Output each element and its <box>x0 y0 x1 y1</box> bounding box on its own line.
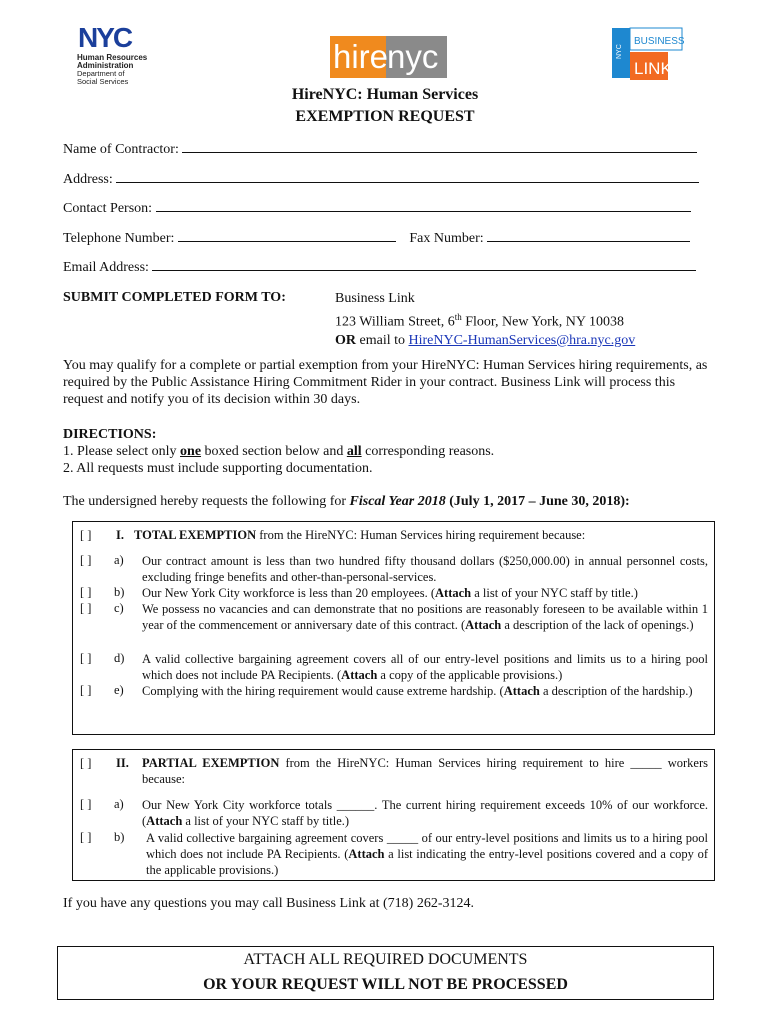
nyc-text: nyc <box>387 38 439 75</box>
s2-b-letter: b) <box>114 830 125 844</box>
contractor-field[interactable] <box>182 140 697 153</box>
s1-c-letter: c) <box>114 601 124 615</box>
nyc-logo: NYC <box>78 22 132 53</box>
hra-line-3: Department of <box>77 69 125 78</box>
s1-e-letter: e) <box>114 683 124 697</box>
address-row <box>63 170 699 188</box>
telephone-row <box>63 229 690 247</box>
title-line-2: EXEMPTION REQUEST <box>295 108 475 125</box>
contractor-row <box>63 140 697 158</box>
s1-d-letter: d) <box>114 651 125 665</box>
s1-a-checkbox[interactable]: [ ] <box>80 553 92 567</box>
s1-c-text: We possess no vacancies and can demonstrate that no positions are reasonably foreseen to be available within 1 year of the commencement or anniversary date of this contract. (Attach a description of the lack of openings.) <box>142 602 708 632</box>
submit-line-1: Business Link <box>335 291 415 306</box>
s1-d-checkbox[interactable]: [ ] <box>80 651 92 665</box>
questions-line: If you have any questions you may call Business Link at (718) 262-3124. <box>63 896 474 911</box>
section2-number: II. <box>116 756 129 770</box>
hirenyc-logo <box>330 34 447 80</box>
telephone-label: Telephone Number: <box>63 231 175 246</box>
s1-a-text: Our contract amount is less than two hundred fifty thousand dollars ($250,000.00) in annual personnel costs, excluding fringe benefits and other-than-personal-services. <box>142 554 708 584</box>
directions-heading: DIRECTIONS: <box>63 427 157 442</box>
hire-text: hire <box>333 38 389 75</box>
contact-label: Contact Person: <box>63 201 153 216</box>
fax-label: Fax Number: <box>409 231 484 246</box>
hra-logo-text <box>77 54 147 86</box>
s2-b-text: A valid collective bargaining agreement covers _____ of our entry-level positions and limits us to a hiring pool which does not include PA Recipients. (Attach a list indicating the entry-level positions covered and a copy of the applicable provisions.) <box>146 831 708 877</box>
email-label: Email Address: <box>63 260 149 275</box>
submit-label: SUBMIT COMPLETED FORM TO: <box>63 290 286 305</box>
s1-c-checkbox[interactable]: [ ] <box>80 601 92 615</box>
s1-e-text: Complying with the hiring requirement would cause extreme hardship. (Attach a description of the hardship.) <box>142 684 693 698</box>
final-notice-box <box>57 946 714 1000</box>
email-link[interactable]: HireNYC-HumanServices@hra.nyc.gov <box>408 332 636 348</box>
s2-b-checkbox[interactable]: [ ] <box>80 830 92 844</box>
contractor-label: Name of Contractor: <box>63 142 179 157</box>
section2-heading: PARTIAL EXEMPTION from the HireNYC: Human Services hiring requirement to hire _____ workers because: <box>142 756 708 786</box>
section1-checkbox[interactable]: [ ] <box>80 528 92 542</box>
hra-line-4: Social Services <box>77 77 129 86</box>
contact-row <box>63 199 691 217</box>
direction-1: 1. Please select only one boxed section below and all corresponding reasons. <box>63 444 495 459</box>
contact-field[interactable] <box>156 199 691 212</box>
business-link-logo <box>612 24 684 86</box>
s1-b-text: Our New York City workforce is less than 20 employees. (Attach a list of your NYC staff by title.) <box>142 586 638 600</box>
bl-small-text: NYC <box>616 44 623 59</box>
directions <box>63 426 713 477</box>
section2-checkbox[interactable]: [ ] <box>80 756 92 770</box>
intro-paragraph: You may qualify for a complete or partial exemption from your HireNYC: Human Services hiring requirements, as required by the Public Assistance Hiring Commitment Rider in your contract. Business Link will process this request and notify you of its decision within 30 days. <box>63 358 708 407</box>
title-line-1: HireNYC: Human Services <box>291 86 479 103</box>
s2-a-text: Our New York City workforce totals ______. The current hiring requirement exceeds 10% of our workforce. (Attach a list of your NYC staff by title.) <box>142 798 708 828</box>
bl-bottom-text: LINK <box>634 59 672 78</box>
s1-e-checkbox[interactable]: [ ] <box>80 683 92 697</box>
hra-line-2: Administration <box>77 61 134 70</box>
fiscal-line: The undersigned hereby requests the following for Fiscal Year 2018 (July 1, 2017 – June 30, 2018): <box>63 494 630 509</box>
submit-line-3: OR email to HireNYC-HumanServices@hra.nyc.gov <box>335 332 636 348</box>
submit-line-2: 123 William Street, 6th Floor, New York, NY 10038 <box>335 312 624 330</box>
email-row <box>63 258 696 276</box>
s1-a-letter: a) <box>114 553 124 567</box>
s1-d-text: A valid collective bargaining agreement covers all of our entry-level positions and limits us to a hiring pool which does not include PA Recipients. (Attach a copy of the applicable provisions.) <box>142 652 708 682</box>
bl-top-text: BUSINESS <box>634 36 684 47</box>
address-field[interactable] <box>116 170 699 183</box>
hra-line-1: Human Resources <box>77 53 148 62</box>
fax-field[interactable] <box>487 229 690 242</box>
telephone-field[interactable] <box>178 229 396 242</box>
direction-2: 2. All requests must include supporting documentation. <box>63 461 373 476</box>
section1-number: I. <box>116 528 124 542</box>
email-field[interactable] <box>152 258 696 271</box>
submit-address <box>335 290 635 350</box>
section1-heading: TOTAL EXEMPTION from the HireNYC: Human Services hiring requirement because: <box>134 528 586 542</box>
s1-b-letter: b) <box>114 585 125 599</box>
final-line-2: OR YOUR REQUEST WILL NOT BE PROCESSED <box>203 976 568 993</box>
s1-b-checkbox[interactable]: [ ] <box>80 585 92 599</box>
address-label: Address: <box>63 172 113 187</box>
final-line-1: ATTACH ALL REQUIRED DOCUMENTS <box>243 951 528 968</box>
s2-a-letter: a) <box>114 797 124 811</box>
s2-a-checkbox[interactable]: [ ] <box>80 797 92 811</box>
